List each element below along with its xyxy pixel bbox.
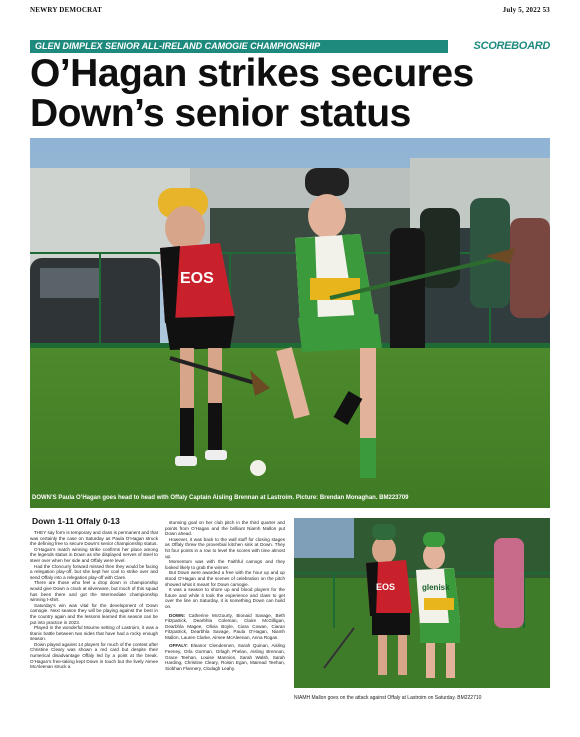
- paragraph: Momentum was with the Faithful camogs and they looked likely to grab the winner.: [165, 559, 285, 570]
- date-page: July 5, 2022 53: [502, 6, 550, 14]
- team-list-down: [165, 613, 285, 641]
- section-kicker: GLEN DIMPLEX SENIOR ALL-IRELAND CAMOGIE CHAMPIONSHIP: [30, 40, 448, 53]
- jersey-text-eos-2: EOS: [376, 582, 396, 592]
- score-line: Down 1-11 Offaly 0-13: [32, 516, 120, 526]
- jersey-text-glenisk: glenisk: [422, 583, 450, 592]
- paragraph: Had the Cloncurry forward missed then they would be facing a relegation play-off, but she kept her cool to strike over and send Offaly into a relegation play-off with Clare.: [30, 563, 158, 580]
- article-column-2: [165, 520, 285, 671]
- paragraph: There are those who feel a drop down in championship would give Down a crack at silverware, but much of this squad has been there and got the Intermediate championship winning t-shirt.: [30, 580, 158, 603]
- paragraph: THEY say form is temporary and class is permanent and that was certainly the case on Saturday as Paula O’Hagan struck the defining free to secure Down’s senior championship status.: [30, 530, 158, 547]
- paragraph: stunning goal on her club pitch in the third quarter and points from O’Hagan and the brilliant Niamh Mallon put Down ahead.: [165, 520, 285, 537]
- paragraph: But Down were awarded a free with the hour up and up stood O’Hagan and the scenes of celebration on the pitch showed what it meant for Down camogie.: [165, 570, 285, 587]
- article: [30, 516, 285, 731]
- team-list-offaly: [165, 643, 285, 671]
- team-players: Eleanor Clendennen, Sarah Quinan, Aisling Feeney, Orla Gorman, Orlagh Phelan, Aisling Brennan, Grace Teehan, Louise Mannion, Sarah Walsh, Sarah Harding, Christine Cleary, Roisin Egan, Mairead Teehan, Siobhan Flannery, Clodagh Leahy.: [165, 643, 285, 671]
- paragraph: It was a season to shore up and blood players for the future and while it took the experience and class to get over the line on Saturday, it is something Down can build on.: [165, 587, 285, 609]
- article-column-1: [30, 530, 158, 671]
- secondary-caption: NIAMH Mallon goes on the attack against Offaly at Lastroim on Saturday. BM222710: [294, 695, 482, 701]
- headline: [30, 54, 560, 134]
- paragraph: Down played against 14 players for much of the contest after Christine Cleary was shown a red card but despite their numerical disadvantage Offaly led by a point at the break. O’Hagan’s free-taking kept Down in touch but the lively Aimee McAleenan struck a: [30, 641, 158, 670]
- scoreboard-logo: SCOREBOARD: [448, 40, 550, 53]
- jersey-text-eos: EOS: [180, 270, 214, 287]
- paper-name: NEWRY DEMOCRAT: [30, 6, 102, 14]
- secondary-photo-image: [294, 518, 550, 688]
- team-label: DOWN:: [169, 612, 186, 618]
- hero-photo-image: [30, 138, 550, 508]
- headline-line-1: O’Hagan strikes secures: [30, 52, 474, 95]
- team-label: OFFALY:: [169, 643, 188, 649]
- hero-photo: [30, 138, 550, 508]
- masthead: [30, 6, 550, 18]
- headline-line-2: Down’s senior status: [30, 92, 411, 135]
- paragraph: Saturday’s win was vital for the development of Down camogie. Next season they will be playing against the best in the country again and the lessons learned this season can be put into practice in 2023.: [30, 602, 158, 625]
- hero-caption: DOWN’S Paula O’Hagan goes head to head with Offaly Captain Aisling Brennan at Lastroim. Picture: Brendan Monaghan. BM223709: [32, 495, 409, 501]
- paragraph: However, it was back to the wall stuff for closing stages as Offaly threw the proverbial kitchen sink at Down. They hit four points in a row to level the scores with time almost up.: [165, 536, 285, 559]
- paragraph: O’Hagan’s match winning strike confirms her place among the legends status in Down as she displayed nerves of steel to steer over when her side and Offaly were level.: [30, 546, 158, 563]
- team-players: Catherine McGourty, Bionaid Savage, Beth Fitzpatrick, Dearbhla Coleman, Claire McGilligan, Dearbhla Magee, Olivia Boyle, Ciara Cowan, Ciaran Fitzpatrick, Dearbhla Savage, Paula O’Hagan, Niamh Mallon, Lauren Clarke, Aimee McAleenan, Anna Rogan.: [165, 612, 286, 640]
- secondary-photo: [294, 518, 550, 688]
- paragraph: Played in the wonderful Mourne setting of Lastroim, it was a titanic battle between two sides that have had a rocky enough season.: [30, 625, 158, 642]
